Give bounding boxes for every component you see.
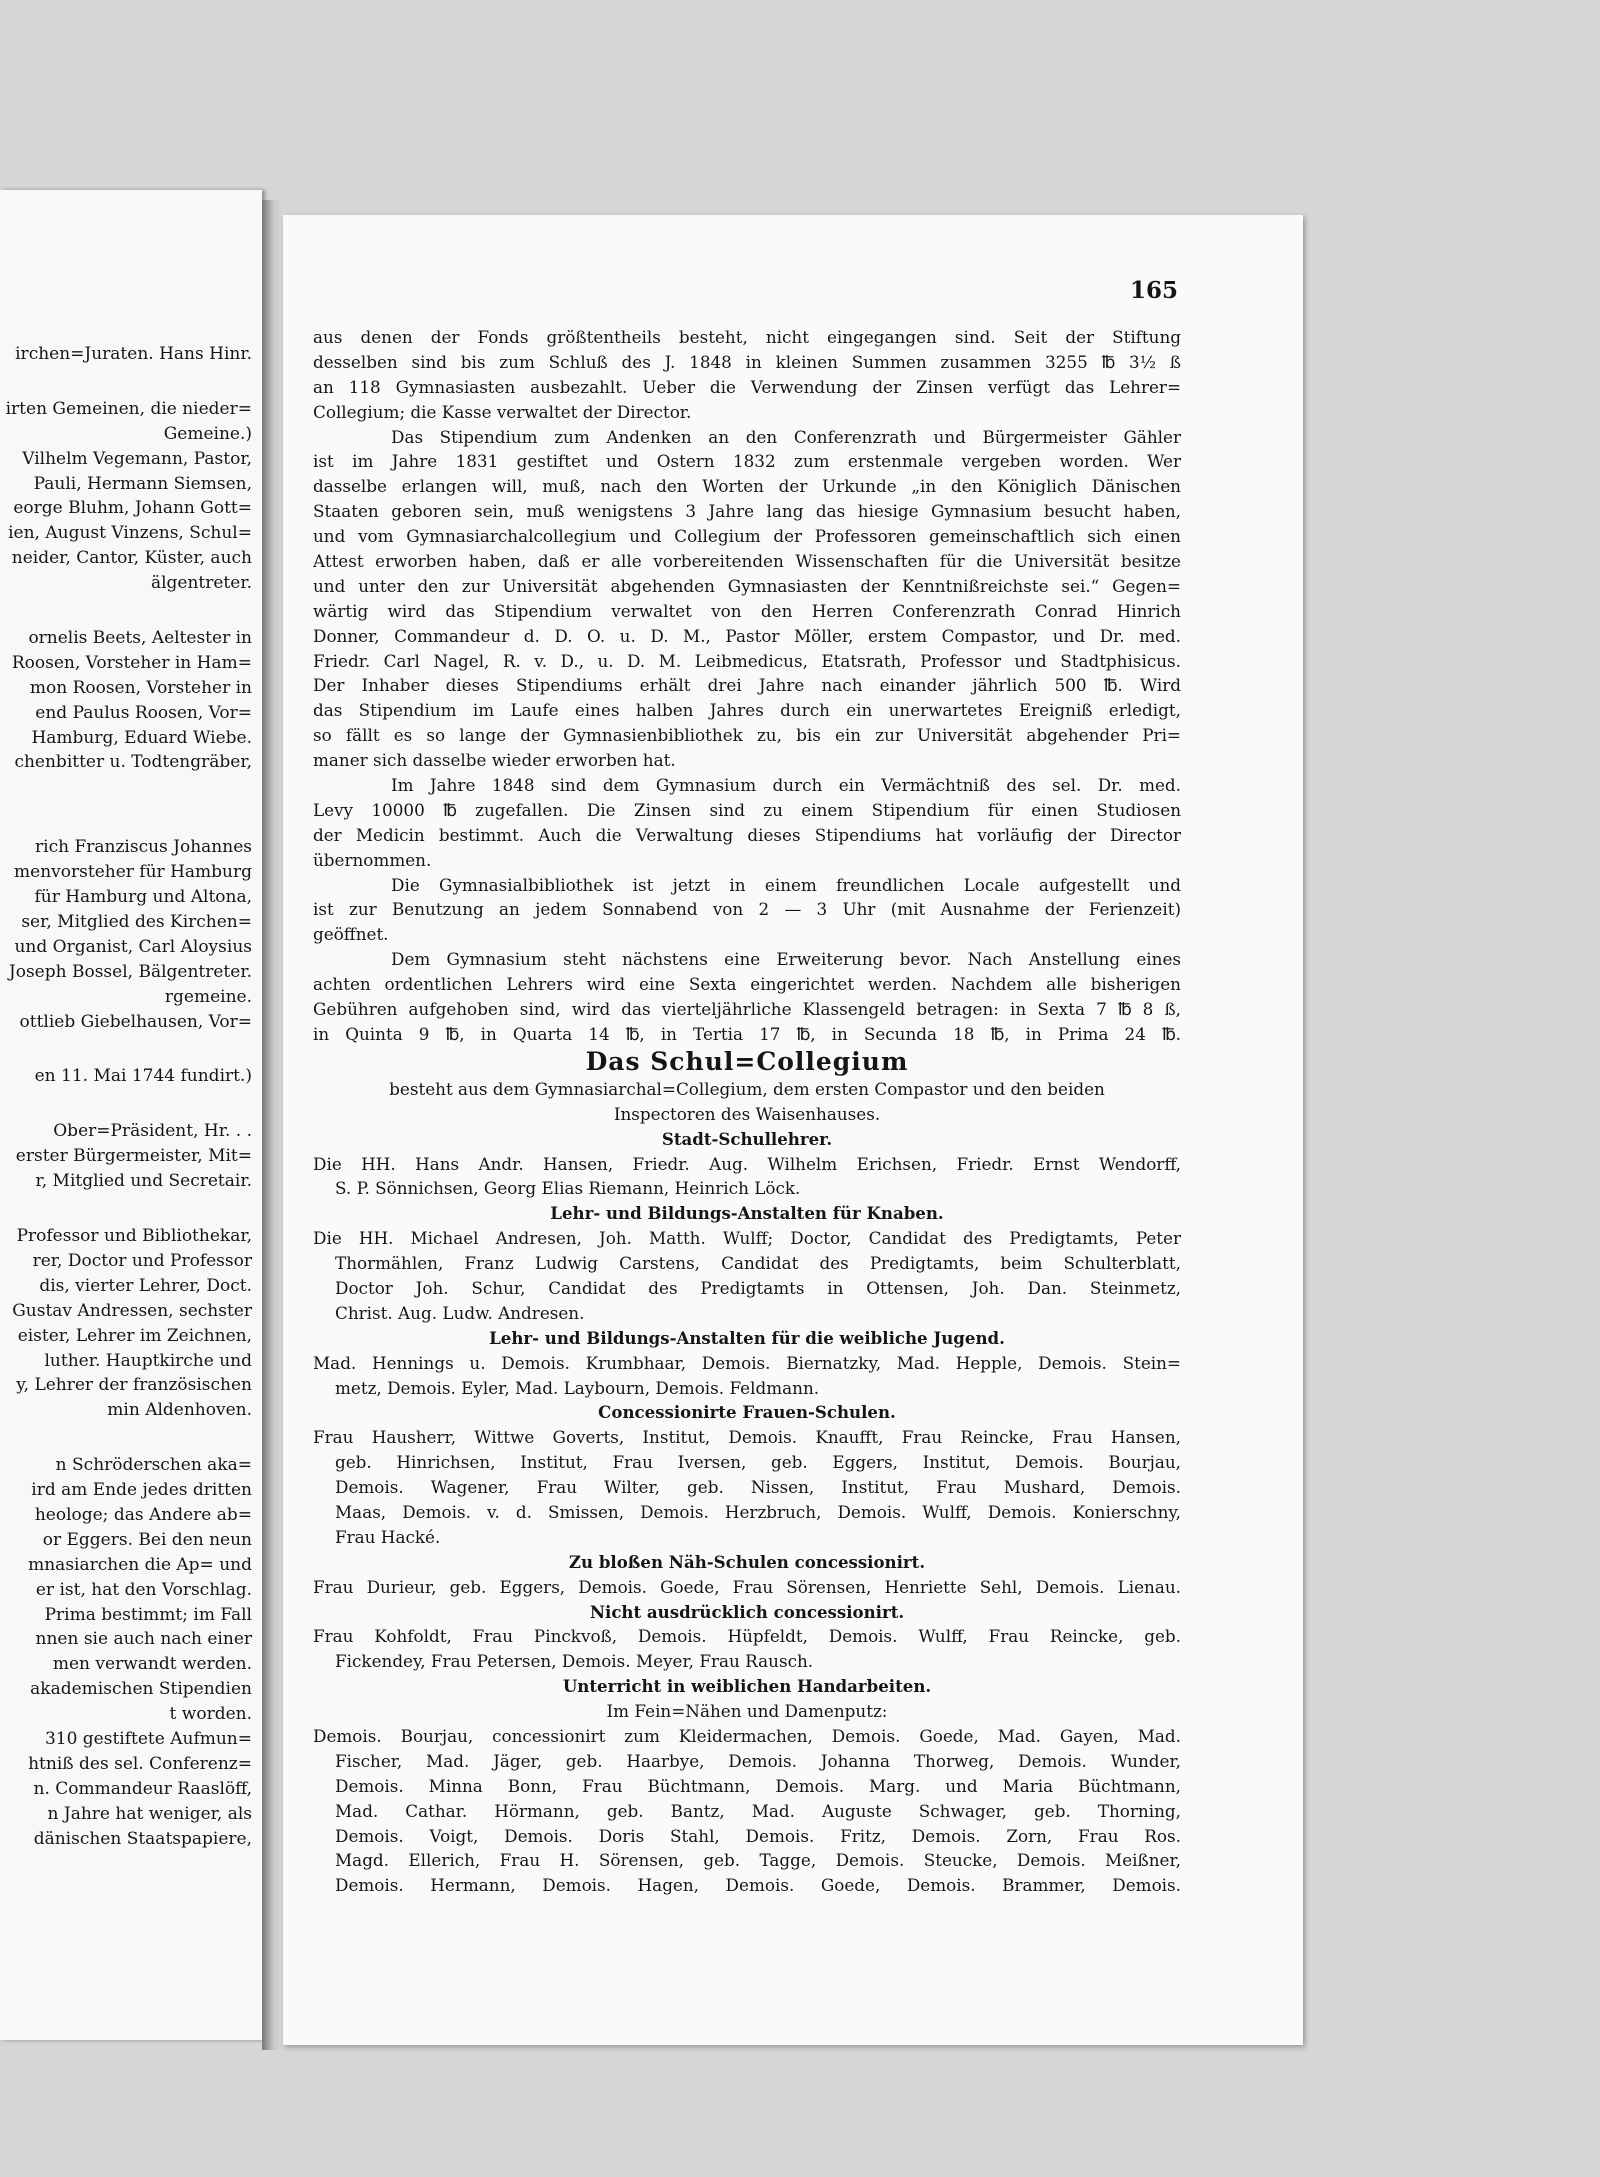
left-text-line: irchen=Juraten. Hans Hinr. xyxy=(15,344,252,364)
text-line: geöffnet. xyxy=(313,924,389,945)
text-line: Attest erworben haben, daß er alle vorbereitenden Wissenschaften für die Universität besitze xyxy=(313,551,1181,572)
text-line: Demois. Minna Bonn, Frau Büchtmann, Demois. Marg. und Maria Büchtmann, xyxy=(335,1775,1181,1796)
text-line: so fällt es so lange der Gymnasienbibliothek zu, bis ein zur Universität abgehender Pri= xyxy=(313,725,1181,746)
left-text-line: men verwandt werden. xyxy=(52,1654,252,1675)
left-text-line: Gemeine.) xyxy=(163,423,252,444)
left-text-line: Ober=Präsident, Hr. . . xyxy=(53,1121,252,1142)
left-text-line xyxy=(0,1034,252,1064)
left-text-line: Joseph Bossel, Bälgentreter. xyxy=(8,961,252,982)
left-text-line: älgentreter. xyxy=(150,573,252,594)
left-text-line: eister, Lehrer im Zeichnen, xyxy=(17,1325,252,1346)
left-text-line: mon Roosen, Vorsteher in xyxy=(29,677,252,698)
left-text-line: nnen sie auch nach einer xyxy=(35,1629,252,1650)
left-text-line: rgemeine. xyxy=(164,986,252,1007)
right-page xyxy=(283,215,1303,2045)
text-line: besteht aus dem Gymnasiarchal=Collegium, dem ersten Compastor und den beiden xyxy=(389,1078,1105,1099)
text-line: und vom Gymnasiarchalcollegium und Collegium der Professoren gemeinschaftlich sich einen xyxy=(313,526,1181,547)
text-line: Dem Gymnasium steht nächstens eine Erweiterung bevor. Nach Anstellung eines xyxy=(391,949,1181,970)
text-line: Frau Durieur, geb. Eggers, Demois. Goede, Frau Sörensen, Henriette Sehl, Demois. Lienau. xyxy=(313,1576,1181,1597)
left-text-line: für Hamburg und Altona, xyxy=(34,887,252,908)
left-text-line: end Paulus Roosen, Vor= xyxy=(35,702,252,723)
left-text-line: Gustav Andressen, sechster xyxy=(12,1300,252,1321)
left-text-line xyxy=(0,367,252,397)
text-line: Donner, Commandeur d. D. O. u. D. M., Pastor Möller, erstem Compastor, und Dr. med. xyxy=(313,625,1181,646)
page-number: 165 xyxy=(1129,277,1178,304)
text-line: Fickendey, Frau Petersen, Demois. Meyer, Frau Rausch. xyxy=(335,1651,814,1672)
text-line: Die HH. Hans Andr. Hansen, Friedr. Aug. Wilhelm Erichsen, Friedr. Ernst Wendorff, xyxy=(313,1153,1181,1174)
left-page-text xyxy=(0,342,252,1851)
left-text-line: ottlieb Giebelhausen, Vor= xyxy=(19,1011,252,1032)
left-text-line: menvorsteher für Hamburg xyxy=(14,862,252,883)
section-heading: Concessionirte Frauen-Schulen. xyxy=(598,1402,896,1423)
text-line: Magd. Ellerich, Frau H. Sörensen, geb. Tagge, Demois. Steucke, Demois. Meißner, xyxy=(335,1850,1181,1871)
left-text-line: dänischen Staatspapiere, xyxy=(33,1828,252,1849)
text-line: geb. Hinrichsen, Institut, Frau Iversen, geb. Eggers, Institut, Demois. Bourjau, xyxy=(335,1452,1181,1473)
left-text-line: chenbitter u. Todtengräber, xyxy=(14,752,252,773)
text-line: und unter den zur Universität abgehenden Gymnasiasten der Kenntnißreichste sei.“ Gegen= xyxy=(313,575,1181,596)
text-line: Demois. Hermann, Demois. Hagen, Demois. Goede, Demois. Brammer, Demois. xyxy=(335,1875,1181,1896)
left-text-line: ird am Ende jedes dritten xyxy=(31,1480,252,1501)
text-line: Die HH. Michael Andresen, Joh. Matth. Wulff; Doctor, Candidat des Predigtamts, Peter xyxy=(313,1228,1181,1249)
text-line: Demois. Wagener, Frau Wilter, geb. Nissen, Institut, Frau Mushard, Demois. xyxy=(335,1477,1181,1498)
left-text-line: r, Mitglied und Secretair. xyxy=(35,1171,252,1192)
text-line: dasselbe erlangen will, muß, nach den Worten der Urkunde „in den Königlich Dänischen xyxy=(313,476,1181,497)
text-line: Maas, Demois. v. d. Smissen, Demois. Herzbruch, Demois. Wulff, Demois. Konierschny, xyxy=(335,1501,1181,1522)
text-line: Fischer, Mad. Jäger, geb. Haarbye, Demois. Johanna Thorweg, Demois. Wunder, xyxy=(335,1750,1181,1771)
left-text-line: Vilhelm Vegemann, Pastor, xyxy=(22,448,252,469)
left-text-line: Hamburg, Eduard Wiebe. xyxy=(31,727,252,748)
text-line: Doctor Joh. Schur, Candidat des Predigtamts in Ottensen, Joh. Dan. Steinmetz, xyxy=(335,1277,1181,1298)
section-heading: Nicht ausdrücklich concessionirt. xyxy=(589,1601,905,1622)
section-title: Das Schul=Collegium xyxy=(585,1046,909,1076)
book-gutter xyxy=(262,200,282,2050)
text-line: Frau Hacké. xyxy=(335,1526,441,1547)
text-line: Die Gymnasialbibliothek ist jetzt in einem freundlichen Locale aufgestellt und xyxy=(391,874,1181,895)
left-text-line: mnasiarchen die Ap= und xyxy=(28,1554,252,1575)
section-heading: Lehr- und Bildungs-Anstalten für die weibliche Jugend. xyxy=(489,1327,1005,1348)
left-text-line: ornelis Beets, Aeltester in xyxy=(28,628,252,649)
text-line: Frau Hausherr, Wittwe Goverts, Institut, Demois. Knaufft, Frau Reincke, Frau Hansen, xyxy=(313,1427,1181,1448)
text-line: Im Fein=Nähen und Damenputz: xyxy=(606,1701,888,1722)
left-text-line: ien, August Vinzens, Schul= xyxy=(8,523,252,544)
left-text-line: or Eggers. Bei den neun xyxy=(42,1529,252,1550)
text-line: aus denen der Fonds größtentheils besteht, nicht eingegangen sind. Seit der Stiftung xyxy=(313,327,1181,347)
left-text-line xyxy=(0,596,252,626)
text-line: übernommen. xyxy=(313,849,432,870)
text-line: ist im Jahre 1831 gestiftet und Ostern 1832 zum erstenmale vergeben worden. Wer xyxy=(313,451,1181,472)
left-text-line: Roosen, Vorsteher in Ham= xyxy=(11,652,252,673)
text-line: Frau Kohfoldt, Frau Pinckvoß, Demois. Hüpfeldt, Demois. Wulff, Frau Reincke, geb. xyxy=(313,1626,1181,1647)
text-line: achten ordentlichen Lehrers wird eine Sexta eingerichtet werden. Nachdem alle bisherigen xyxy=(313,974,1181,995)
left-text-line: y, Lehrer der französischen xyxy=(16,1375,252,1396)
text-line: der Medicin bestimmt. Auch die Verwaltung dieses Stipendiums hat vorläufig der Director xyxy=(313,824,1181,845)
left-text-line xyxy=(0,775,252,805)
left-text-line: und Organist, Carl Aloysius xyxy=(14,936,252,957)
left-text-line: heologe; das Andere ab= xyxy=(34,1504,252,1525)
left-text-line: ser, Mitglied des Kirchen= xyxy=(21,912,252,933)
left-text-line: dis, vierter Lehrer, Doct. xyxy=(39,1275,252,1296)
text-line: Levy 10000 ℔ zugefallen. Die Zinsen sind zu einem Stipendium für einen Studiosen xyxy=(313,799,1181,820)
text-line: maner sich dasselbe wieder erworben hat. xyxy=(313,750,676,771)
left-text-line: luther. Hauptkirche und xyxy=(44,1350,252,1371)
text-line: Der Inhaber dieses Stipendiums erhält drei Jahre nach einander jährlich 500 ℔. Wird xyxy=(313,675,1181,696)
left-text-line: rer, Doctor und Professor xyxy=(32,1250,252,1271)
left-text-line xyxy=(0,1194,252,1224)
text-line: S. P. Sönnichsen, Georg Elias Riemann, Heinrich Löck. xyxy=(335,1178,801,1199)
text-line: metz, Demois. Eyler, Mad. Laybourn, Demois. Feldmann. xyxy=(335,1377,820,1398)
right-page-text xyxy=(313,325,1181,1898)
text-line: Inspectoren des Waisenhauses. xyxy=(613,1103,881,1124)
left-text-line: n Schröderschen aka= xyxy=(55,1455,252,1476)
text-line: Das Stipendium zum Andenken an den Conferenzrath und Bürgermeister Gähler xyxy=(391,426,1181,447)
left-text-line xyxy=(0,1089,252,1119)
text-line: Demois. Bourjau, concessionirt zum Kleidermachen, Demois. Goede, Mad. Gayen, Mad. xyxy=(313,1725,1181,1746)
text-line: Staaten geboren sein, muß wenigstens 3 Jahre lang das hiesige Gymnasium besucht haben, xyxy=(313,501,1181,522)
text-line: Collegium; die Kasse verwaltet der Director. xyxy=(313,401,692,422)
text-line: Thormählen, Franz Ludwig Carstens, Candidat des Predigtamts, beim Schulterblatt, xyxy=(335,1253,1181,1274)
left-text-line: erster Bürgermeister, Mit= xyxy=(15,1146,252,1167)
left-text-line: htniß des sel. Conferenz= xyxy=(28,1753,252,1774)
text-line: Gebühren aufgehoben sind, wird das vierteljährliche Klassengeld betragen: in Sexta 7 ℔ 8 ß, xyxy=(313,999,1181,1020)
left-text-line: neider, Cantor, Küster, auch xyxy=(11,548,252,569)
text-line: Mad. Hennings u. Demois. Krumbhaar, Demois. Biernatzky, Mad. Hepple, Demois. Stein= xyxy=(313,1352,1181,1373)
text-line: desselben sind bis zum Schluß des J. 1848 in kleinen Summen zusammen 3255 ℔ 3½ ß xyxy=(313,351,1181,372)
text-line: Christ. Aug. Ludw. Andresen. xyxy=(335,1302,585,1323)
left-text-line xyxy=(0,1423,252,1453)
left-text-line: n Jahre hat weniger, als xyxy=(47,1803,252,1824)
left-text-line: Prima bestimmt; im Fall xyxy=(44,1604,252,1625)
left-text-line: en 11. Mai 1744 fundirt.) xyxy=(34,1066,252,1087)
text-line: ist zur Benutzung an jedem Sonnabend von 2 — 3 Uhr (mit Ausnahme der Ferienzeit) xyxy=(313,899,1181,920)
left-text-line: 310 gestiftete Aufmun= xyxy=(44,1728,252,1749)
text-line: Demois. Voigt, Demois. Doris Stahl, Demois. Fritz, Demois. Zorn, Frau Ros. xyxy=(335,1825,1181,1846)
left-text-line: n. Commandeur Raaslöff, xyxy=(33,1778,252,1799)
left-page xyxy=(0,190,262,2040)
left-text-line xyxy=(0,805,252,835)
text-line: Friedr. Carl Nagel, R. v. D., u. D. M. Leibmedicus, Etatsrath, Professor und Stadtphisicus. xyxy=(313,650,1181,671)
section-heading: Unterricht in weiblichen Handarbeiten. xyxy=(562,1676,932,1697)
text-line: das Stipendium im Laufe eines halben Jahres durch ein unerwartetes Ereigniß erledigt, xyxy=(313,700,1181,721)
left-text-line: min Aldenhoven. xyxy=(107,1400,252,1421)
text-line: Mad. Cathar. Hörmann, geb. Bantz, Mad. Auguste Schwager, geb. Thorning, xyxy=(335,1800,1181,1821)
left-text-line: akademischen Stipendien xyxy=(30,1679,252,1700)
section-heading: Lehr- und Bildungs-Anstalten für Knaben. xyxy=(550,1203,944,1224)
text-line: Im Jahre 1848 sind dem Gymnasium durch ein Vermächtniß des sel. Dr. med. xyxy=(391,775,1181,796)
left-text-line: Pauli, Hermann Siemsen, xyxy=(33,473,252,494)
section-heading: Stadt-Schullehrer. xyxy=(661,1128,833,1149)
left-text-line: rich Franziscus Johannes xyxy=(35,837,252,858)
text-line: an 118 Gymnasiasten ausbezahlt. Ueber die Verwendung der Zinsen verfügt das Lehrer= xyxy=(313,376,1181,397)
left-text-line: eorge Bluhm, Johann Gott= xyxy=(13,498,252,519)
left-text-line: t worden. xyxy=(169,1704,252,1725)
section-heading: Zu bloßen Näh-Schulen concessionirt. xyxy=(568,1551,926,1572)
text-line: wärtig wird das Stipendium verwaltet von den Herren Conferenzrath Conrad Hinrich xyxy=(313,600,1181,621)
text-line: in Quinta 9 ℔, in Quarta 14 ℔, in Tertia 17 ℔, in Secunda 18 ℔, in Prima 24 ℔. xyxy=(313,1023,1181,1044)
left-text-line: er ist, hat den Vorschlag. xyxy=(35,1579,252,1600)
left-text-line: Professor und Bibliothekar, xyxy=(16,1226,252,1247)
left-text-line: irten Gemeinen, die nieder= xyxy=(5,398,252,419)
